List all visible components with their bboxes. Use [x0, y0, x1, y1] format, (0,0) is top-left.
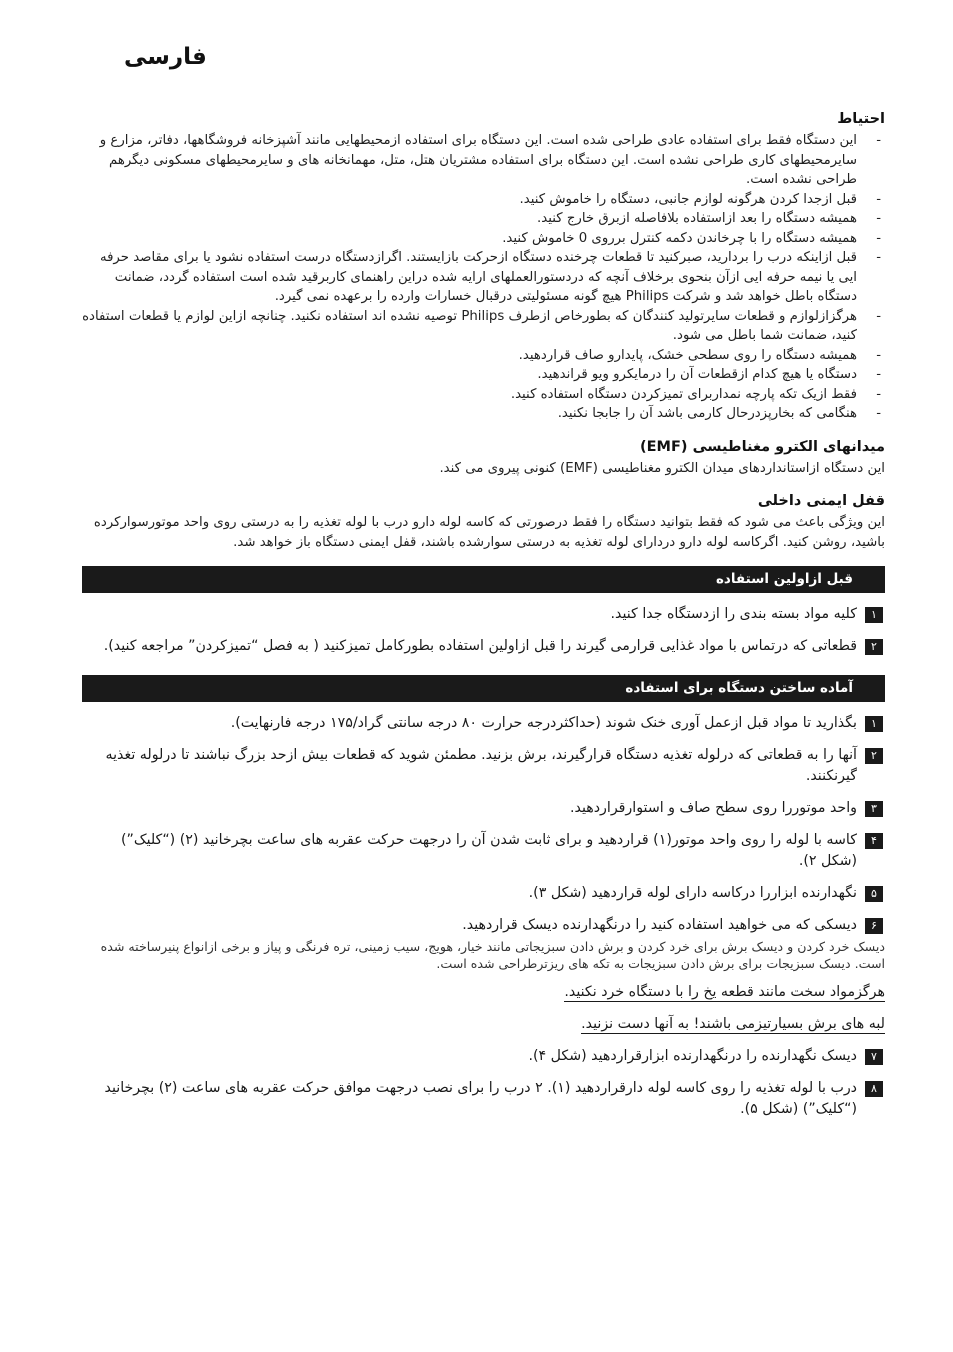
caution-item-text: هنگامی که بخارپزدرحال کارمی باشد آن را جابجا نکنید.: [557, 406, 857, 421]
caution-item: [82, 248, 885, 307]
step-number: ۱: [865, 716, 883, 732]
dash-bullet: -: [876, 230, 881, 246]
step-item: [82, 830, 885, 872]
step-item: [82, 798, 885, 819]
step-text: کلیه مواد بسته بندی را ازدستگاه جدا کنید.: [610, 606, 857, 622]
step-number: ۲: [865, 639, 883, 655]
step-item: [82, 1078, 885, 1120]
dash-bullet: -: [876, 406, 881, 421]
safety-lock-title: قفل ایمنی داخلی: [757, 493, 885, 509]
caution-item-text: قبل ازاینکه درب را بردارید، صبرکنید تا قطعات چرخنده دستگاه ازحرکت بازایستند. اگرازدستگاه درست استفاده نشود یا برای مقاصد حرفه ایی یا نیمه حرفه ایی ازآن بنحوی برخلاف آنچه که دردستورالعملهای ارایه شده دراین راهنمای کاربرقید شده است استفاده گردد، ضمانت دستگاه باطل خواهد شد و شرکت Philips هیچ گونه مسئولیتی درقبال خسارات وارده را برعهده نمی گیرد.: [99, 250, 857, 304]
dash-bullet: -: [876, 191, 881, 207]
step-text: دیسکی که می خواهید استفاده کنید را درنگهدارنده دیسک قراردهید.: [462, 917, 857, 933]
emf-title: میدانهای الکترو مغناطیسی (EMF): [640, 438, 885, 455]
caution-item: [82, 190, 885, 210]
caution-item: [82, 385, 885, 405]
caution-section: [82, 108, 885, 424]
preparing-heading: آماده ساختن دستگاه برای استفاده: [82, 675, 885, 702]
step-item: [82, 636, 885, 657]
step-item: [82, 745, 885, 787]
safety-lock-section: [82, 490, 885, 552]
dash-bullet: -: [876, 308, 881, 324]
caution-item-text: همیشه دستگاه را بعد ازاستفاده بلافاصله ازبرق خارج کنید.: [537, 211, 857, 226]
page-content: [82, 108, 885, 1120]
step-text: دیسک نگهدارنده را درنگهدارنده ابزارقراردهید (شکل ۴).: [528, 1048, 857, 1064]
dash-bullet: -: [876, 367, 881, 382]
step-number: ۸: [865, 1081, 883, 1097]
dash-bullet: -: [876, 347, 881, 363]
dash-bullet: -: [876, 211, 881, 226]
caution-item: [82, 404, 885, 424]
warning-text: لبه های برش بسیارتیزمی باشند! به آنها دست نزنید.: [581, 1016, 885, 1032]
dash-bullet: -: [876, 133, 881, 148]
caution-list: [82, 131, 885, 424]
dash-bullet: -: [876, 386, 881, 402]
step-item: [82, 915, 885, 936]
warning-text: هرگزمواد سخت مانند قطعه یخ را با دستگاه خرد نکنید.: [564, 984, 885, 1000]
step-note: دیسک خرد کردن و دیسک برش برای خرد کردن و برش دادن سبزیجاتی مانند خیار، هویج، سیب زمینی، تره فرنگی و پیاز و برخی ازانواع پنیرساخته شده است. دیسک سبزیجات برای برش دادن سبزیجات به تکه های ریزترطراحی شده است.: [100, 939, 885, 971]
emf-text: این دستگاه ازاستانداردهای میدان الکترو مغناطیسی (EMF) کنونی پیروی می کند.: [439, 460, 885, 476]
before-first-use-heading: قبل ازاولین استفاده: [82, 566, 885, 593]
caution-item: [82, 365, 885, 385]
caution-item: [82, 307, 885, 346]
step-text: بگذارید تا مواد قبل ازعمل آوری خنک شوند (حداکثردرجه حرارت ۸۰ درجه سانتی گراد/۱۷۵ درجه فارنهایت).: [230, 715, 857, 731]
step-text: کاسه با لوله را روی واحد موتور(۱) قراردهید و برای ثابت شدن آن را درجهت حرکت عقربه های ساعت بچرخانید (۲) (“کلیک”) (شکل ۲).: [121, 832, 857, 869]
caution-item-text: دستگاه یا هیچ کدام ازقطعات آن را درمایکرو ویو قراندهید.: [537, 367, 857, 382]
caution-item: [82, 346, 885, 366]
caution-item-text: فقط ازیک تکه پارچه نمداربرای تمیزکردن دستگاه استفاده کنید.: [510, 386, 857, 402]
step-item: [82, 713, 885, 734]
step-item: [82, 883, 885, 904]
caution-item-text: همیشه دستگاه را با چرخاندن دکمه کنترل برروی 0 خاموش کنید.: [502, 230, 857, 246]
step-number: ۷: [865, 1049, 883, 1065]
step-text: قطعاتی که درتماس با مواد غذایی قرارمی گیرند را قبل ازاولین استفاده بطورکامل تمیزکنید ( به فصل “تمیزکردن” مراجعه کنید).: [103, 638, 857, 654]
step-text: درب با لوله تغذیه را روی کاسه لوله دارقراردهید (۱). ۲ درب را برای نصب درجهت موافق حرکت عقربه های ساعت (۲) بچرخانید (“کلیک”) (شکل ۵).: [104, 1080, 857, 1117]
caution-item-text: این دستگاه فقط برای استفاده عادی طراحی شده است. این دستگاه برای استفاده ازمحیطهایی مانند آشپزخانه فروشگاهها، دفاتر، مزارع و سایرمحیطهای کاری طراحی نشده است. این دستگاه برای استفاده مشتریان هتل، متل، مهمانخانه های و سایرمحیطهای مسکونی دیگرهم طراحی نشده است.: [99, 133, 857, 187]
caution-item-text: هرگزازلوازم و قطعات سایرتولید کنندگان که بطورخاص ازطرف Philips توصیه نشده اند استفاده نکنید. چنانچه ازاین لوازم یا قطعات استفاده کنید، ضمانت شما باطل می شود.: [82, 308, 857, 343]
step-item: [82, 1046, 885, 1067]
caution-item-text: قبل ازجدا کردن هرگونه لوازم جانبی، دستگاه را خاموش کنید.: [519, 191, 857, 207]
dash-bullet: -: [876, 250, 881, 265]
step-number: ۶: [865, 918, 883, 934]
safety-lock-text: این ویژگی باعث می شود که فقط بتوانید دستگاه را فقط درصورتی که کاسه لوله دارو درب با لوله تغذیه را به درستی روی واحد موتورسوارکرده باشید، روشن کنید. اگرکاسه لوله دارو دردارای لوله تغذیه به درستی سوارشده باشند، قفل ایمنی دستگاه باز خواهد شد.: [93, 515, 885, 550]
caution-item: [82, 209, 885, 229]
step-number: ۲: [865, 748, 883, 764]
language-title: فارسی: [124, 44, 207, 70]
warning-line: [82, 982, 885, 1002]
warning-line: [82, 1014, 885, 1034]
step-item: [82, 604, 885, 625]
step-text: واحد موتوررا روی سطح صاف و استوارقراردهید.: [569, 800, 857, 816]
caution-item: [82, 229, 885, 249]
emf-section: [82, 436, 885, 479]
step-number: ۵: [865, 886, 883, 902]
step-number: ۴: [865, 833, 883, 849]
step-number: ۳: [865, 801, 883, 817]
step-number: ۱: [865, 607, 883, 623]
caution-item: [82, 131, 885, 190]
step-text: آنها را به قطعاتی که درلوله تغذیه دستگاه قرارگیرند، برش بزنید. مطمئن شوید که قطعات بیش ازحد بزرگ نباشند تا درلوله تغذیه گیرنکنند.: [105, 747, 857, 784]
step-text: نگهدارنده ابزاررا درکاسه دارای لوله قراردهید (شکل ۳).: [528, 885, 857, 901]
caution-item-text: همیشه دستگاه را روی سطحی خشک، پایدارو صاف قراردهید.: [518, 347, 857, 363]
caution-title: احتیاط: [837, 111, 885, 127]
